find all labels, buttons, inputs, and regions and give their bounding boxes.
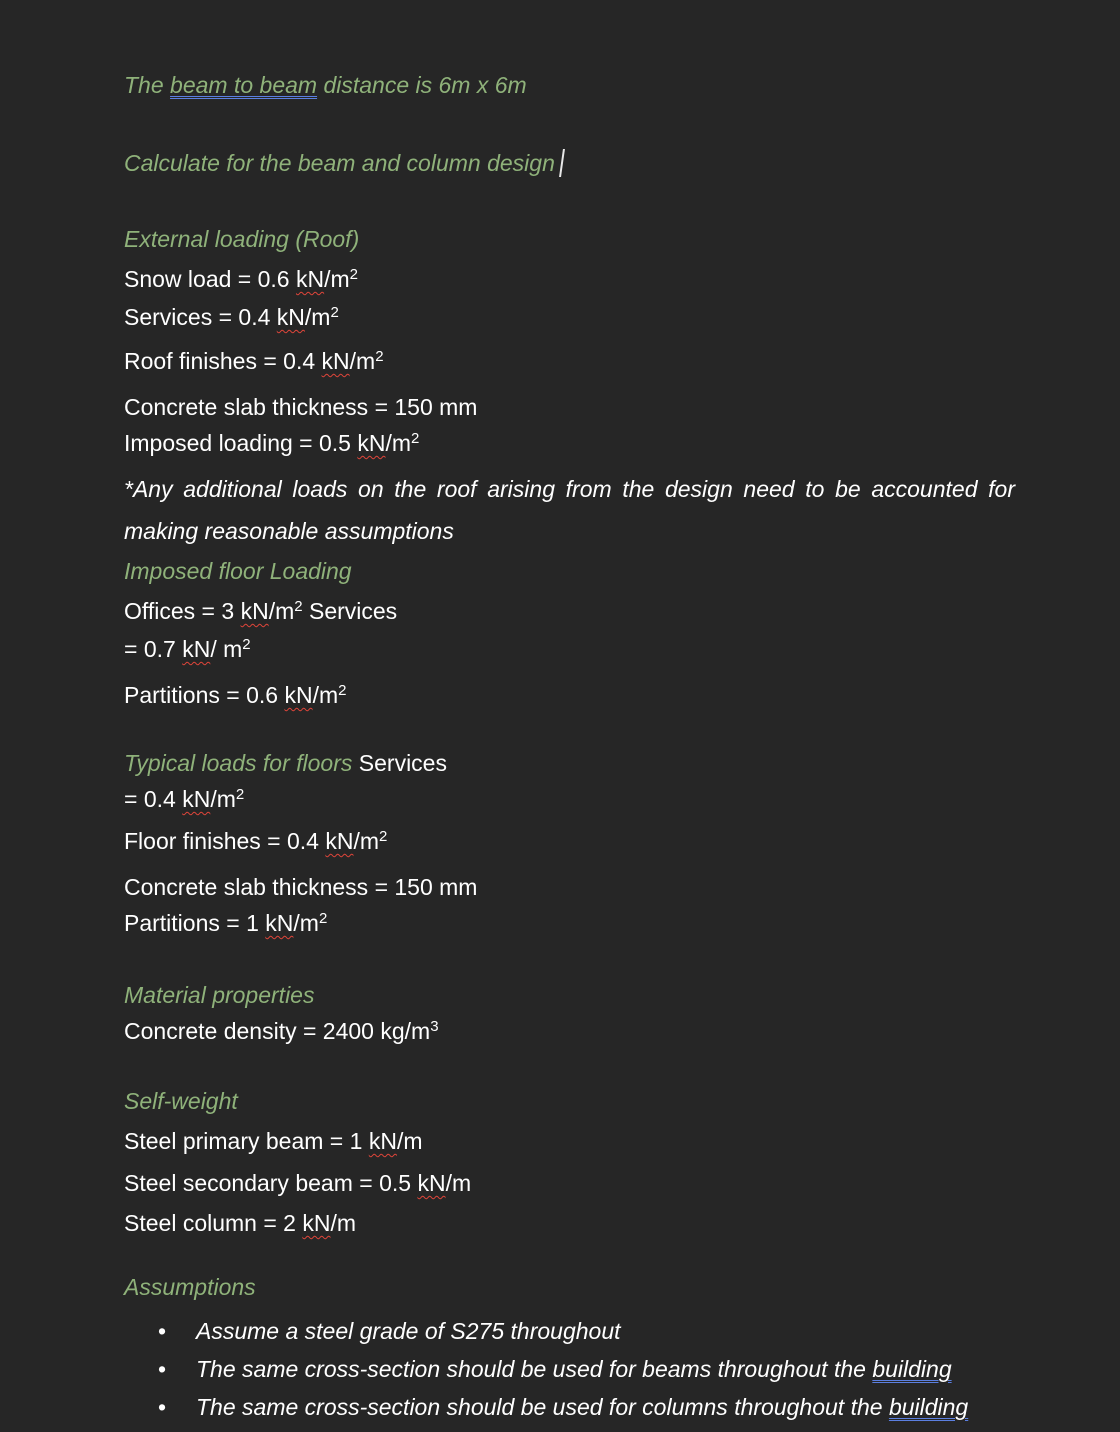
unit-run: m <box>216 636 243 662</box>
text-run: Calculate for the beam and column design <box>124 150 555 176</box>
primary-beam-line <box>124 1126 423 1156</box>
unit-kn: kN <box>357 430 386 456</box>
exponent: 2 <box>379 828 388 845</box>
text-run: Snow load = 0.6 <box>124 266 296 292</box>
exponent: 2 <box>338 682 347 699</box>
unit-run: /m <box>353 828 380 854</box>
unit-run: /m <box>349 348 376 374</box>
self-weight-heading: Self-weight <box>124 1088 238 1114</box>
unit-kn: kN <box>182 786 211 812</box>
beam-to-beam-link[interactable]: beam to beam <box>170 72 318 98</box>
unit-kn: kN <box>276 304 305 330</box>
text-run: Steel secondary beam = 0.5 <box>124 1170 418 1196</box>
text-cursor <box>559 149 565 177</box>
building-link[interactable]: building <box>872 1356 952 1382</box>
bullet-icon: • <box>158 1356 167 1382</box>
material-heading: Material properties <box>124 982 315 1008</box>
typical-slab-line: Concrete slab thickness = 150 mm <box>124 874 478 900</box>
unit-run: /m <box>445 1170 472 1196</box>
typical-floors-heading: Typical loads for floors <box>124 750 353 776</box>
roof-slab-line: Concrete slab thickness = 150 mm <box>124 394 478 420</box>
roof-note-line-1: *Any additional loads on the roof arising from the design need to be accounted for <box>124 476 1015 502</box>
text-run: Services <box>302 598 398 624</box>
exponent: 2 <box>330 304 339 321</box>
unit-kn: kN <box>182 636 211 662</box>
unit-run: /m <box>304 304 331 330</box>
text-run: = 0.7 <box>124 636 183 662</box>
text-run: The <box>124 72 171 98</box>
unit-kn: kN <box>368 1128 397 1154</box>
unit-kn: kN <box>325 828 354 854</box>
assumption-item-steel-grade: Assume a steel grade of S275 throughout <box>196 1318 621 1344</box>
text-run: Roof finishes = 0.4 <box>124 348 322 374</box>
unit-run: /m <box>210 786 236 812</box>
text-run: Partitions = 0.6 <box>124 682 285 708</box>
text-run: = 0.4 <box>124 786 183 812</box>
column-line <box>124 1208 356 1238</box>
exponent: 2 <box>318 910 328 927</box>
secondary-beam-line <box>124 1168 471 1198</box>
text-run: Floor finishes = 0.4 <box>124 828 326 854</box>
unit-kn: kN <box>321 348 350 374</box>
imposed-floor-heading: Imposed floor Loading <box>124 558 352 584</box>
roof-heading: External loading (Roof) <box>124 226 360 252</box>
typical-services-line <box>124 784 244 814</box>
unit-kn: kN <box>302 1210 331 1236</box>
text-run: Imposed loading = 0.5 <box>124 430 358 456</box>
unit-run: /m <box>396 1128 423 1154</box>
roof-imposed-line <box>124 428 419 458</box>
typical-floors-heading-line <box>124 748 447 778</box>
text-run: The same cross-section should be used for beams throughout the <box>196 1356 873 1382</box>
unit-kn: kN <box>284 682 313 708</box>
unit-kn: kN <box>295 266 325 292</box>
text-run: Services <box>352 750 447 776</box>
unit-run: /m <box>312 682 339 708</box>
roof-finishes-line <box>124 346 384 376</box>
exponent: 2 <box>375 348 384 365</box>
bullet-icon: • <box>158 1394 167 1420</box>
unit-run: /m <box>324 266 350 292</box>
snow-load-line <box>124 264 358 294</box>
text-run: Concrete density = 2400 kg/m <box>124 1018 431 1044</box>
exponent: 2 <box>349 266 359 283</box>
beam-distance-line <box>124 70 527 100</box>
unit-kn: kN <box>265 910 294 936</box>
unit-kn: kN <box>240 598 269 624</box>
exponent: 2 <box>294 598 303 615</box>
building-link[interactable]: building <box>888 1394 969 1420</box>
typical-partitions-line <box>124 908 327 938</box>
text-run: Steel column = 2 <box>124 1210 303 1236</box>
floor-partitions-line <box>124 680 346 710</box>
text-run: Partitions = 1 <box>124 910 266 936</box>
assumption-item-columns <box>196 1392 968 1422</box>
exponent: 3 <box>430 1018 439 1035</box>
calculate-line[interactable] <box>124 148 563 178</box>
unit-run: /m <box>268 598 295 624</box>
unit-run: /m <box>330 1210 357 1236</box>
unit-kn: kN <box>417 1170 446 1196</box>
assumptions-heading: Assumptions <box>124 1274 256 1300</box>
exponent: 2 <box>411 430 420 447</box>
text-run: Services = 0.4 <box>124 304 277 330</box>
exponent: 2 <box>235 786 245 803</box>
unit-run: /m <box>385 430 412 456</box>
text-run: The same cross-section should be used for columns throughout the <box>196 1394 889 1420</box>
concrete-density-line <box>124 1016 439 1046</box>
offices-line <box>124 596 397 626</box>
unit-run: / <box>210 636 217 662</box>
floor-finishes-line <box>124 826 387 856</box>
floor-services-line <box>124 634 251 664</box>
text-run: Steel primary beam = 1 <box>124 1128 369 1154</box>
roof-services-line <box>124 302 339 332</box>
unit-run: /m <box>293 910 319 936</box>
assumption-item-beams <box>196 1354 952 1384</box>
text-run: distance is 6m x 6m <box>317 72 527 98</box>
text-run: Offices = 3 <box>124 598 241 624</box>
bullet-icon: • <box>158 1318 167 1344</box>
exponent: 2 <box>242 636 251 653</box>
roof-note-line-2: making reasonable assumptions <box>124 518 454 544</box>
